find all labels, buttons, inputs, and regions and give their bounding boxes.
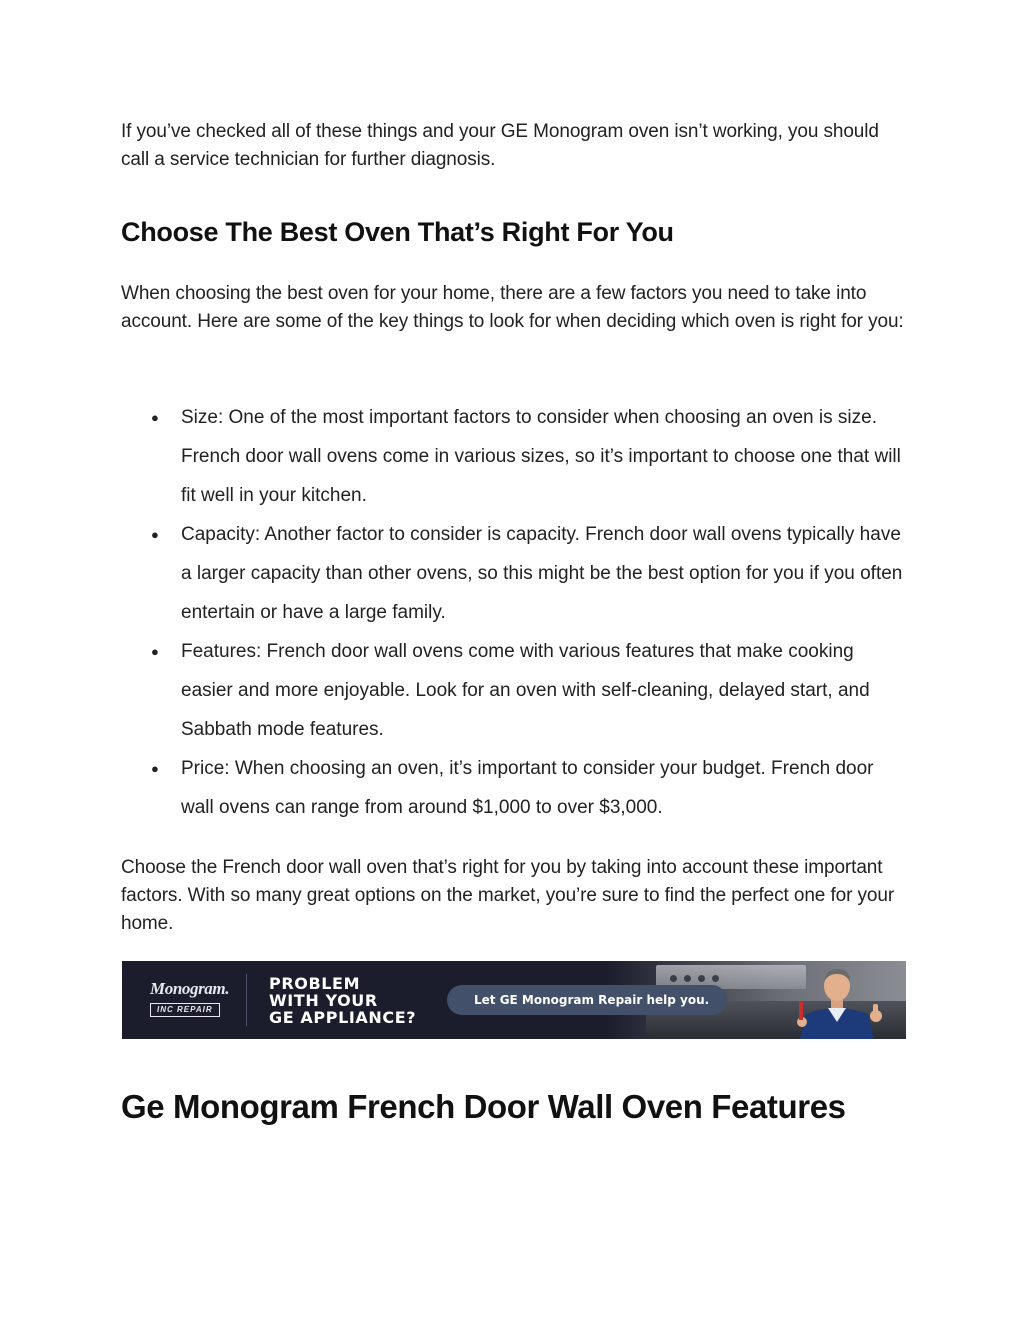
bullet-icon: ● [151, 410, 159, 425]
banner-divider [246, 974, 247, 1026]
repair-ad-banner[interactable] [122, 961, 906, 1039]
banner-headline [269, 975, 416, 1026]
logo-wordmark: Monogram. [150, 979, 230, 998]
closing-paragraph: Choose the French door wall oven that’s right for you by taking into account these important factors. With so many great options on the market, you’re sure to find the perfect one for your home. [121, 857, 895, 934]
headline-line: GE APPLIANCE? [269, 1008, 417, 1027]
headline-line: PROBLEM [269, 974, 361, 993]
list-item-text: Features: French door wall ovens come with various features that make cooking easier and more enjoyable. Look for an oven with self-cleaning, delayed start, and Sabbath mode features. [181, 641, 870, 740]
list-item [121, 515, 906, 632]
bullet-icon: ● [151, 761, 159, 776]
section-heading-choose: Choose The Best Oven That’s Right For You [121, 217, 674, 247]
technician-image [782, 964, 892, 1039]
headline-line: WITH YOUR [269, 991, 378, 1010]
bullet-icon: ● [151, 644, 159, 659]
logo-subtitle: INC REPAIR [150, 1003, 220, 1017]
list-item [121, 749, 906, 827]
monogram-logo [150, 979, 230, 1017]
bullet-icon: ● [151, 527, 159, 542]
list-item [121, 398, 906, 515]
list-item-text: Size: One of the most important factors to consider when choosing an oven is size. French door wall ovens come in various sizes, so it’s important to choose one that will fit well in your kitchen. [181, 407, 901, 506]
list-item-text: Price: When choosing an oven, it’s important to consider your budget. French door wall ovens can range from around $1,000 to over $3,000. [181, 758, 874, 818]
intro-paragraph: If you’ve checked all of these things and your GE Monogram oven isn’t working, you should call a service technician for further diagnosis. [121, 121, 879, 170]
list-item-text: Capacity: Another factor to consider is capacity. French door wall ovens typically have a larger capacity than other ovens, so this might be the best option for you if you often entertain or have a large family. [181, 524, 903, 623]
section-heading-features: Ge Monogram French Door Wall Oven Features [121, 1088, 846, 1125]
choosing-paragraph: When choosing the best oven for your home, there are a few factors you need to take into account. Here are some of the key things to look for when deciding which oven is right for you: [121, 283, 904, 332]
factors-list [121, 398, 906, 827]
cta-button[interactable]: Let GE Monogram Repair help you. [447, 985, 727, 1015]
list-item [121, 632, 906, 749]
